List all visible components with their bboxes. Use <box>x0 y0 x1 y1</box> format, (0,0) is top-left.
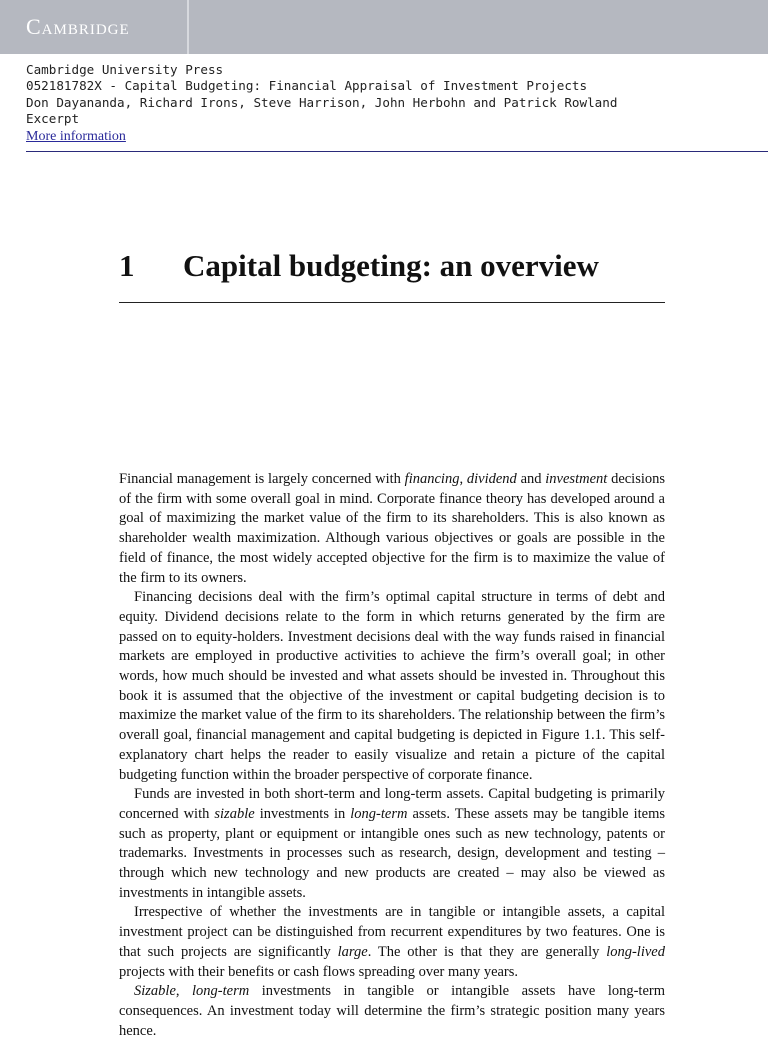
cambridge-logo[interactable] <box>0 0 189 54</box>
book-metadata <box>26 62 746 145</box>
paragraph <box>119 785 665 903</box>
author-list: Don Dayananda, Richard Irons, Steve Harrison, John Herbohn and Patrick Rowland <box>26 94 618 110</box>
paragraph <box>119 903 665 982</box>
chapter-heading <box>119 248 665 284</box>
emphasis-text: long-lived <box>606 943 665 960</box>
publisher-banner <box>0 0 768 54</box>
isbn-title: 052181782X - Capital Budgeting: Financial Appraisal of Investment Projects <box>26 78 588 94</box>
emphasis-text: large <box>337 943 368 960</box>
text-run: assets. These assets may be tangible items such as property, plant or equipment or intangible ones such as new technology, patents or trademarks. Investments in processes such as research, design, development and testing – through which new technology and new products are created – may also be viewed as investments in intangible assets. <box>119 805 665 901</box>
chapter-body <box>119 470 665 1041</box>
chapter-title-rule <box>119 302 665 303</box>
text-run: . The other is that they are generally <box>367 943 607 960</box>
text-run: Financing decisions deal with the firm’s optimal capital structure in terms of debt and equity. Dividend decisions relate to the form in which returns generated by the firm are passed on to equity-holders. Investment decisions deal with the way funds raised in financial markets are employed in productive activities to achieve the firm’s overall goal; in other words, how much should be invested and what assets should be invested in. Throughout this book it is assumed that the objective of the investment or capital budgeting decision is to maximize the market value of the firm to its shareholders. The relationship between the firm’s overall goal, financial management and capital budgeting is depicted in Figure 1.1. This self-explanatory chart helps the reader to easily visualize and retain a picture of the capital budgeting function within the broader perspective of corporate finance. <box>119 589 665 783</box>
emphasis-text: Sizable <box>134 983 176 1000</box>
chapter-number: 1 <box>119 248 135 283</box>
emphasis-text: sizable <box>214 805 255 822</box>
logo-text: Cambridge <box>26 14 130 39</box>
emphasis-text: dividend <box>466 471 517 487</box>
header-divider <box>26 151 768 152</box>
paragraph <box>119 470 665 588</box>
paragraph <box>119 588 665 785</box>
text-run: investments in tangible or intangible assets have long-term consequences. An investment today will determine the firm’s strategic position many years hence. <box>119 983 666 1039</box>
text-run: decisions of the firm with some overall goal in mind. Corporate finance theory has developed around a goal of maximizing the market value of the firm to its shareholders. This is also known as shareholder wealth maximization. Although various objectives or goals are possible in the field of finance, the most widely accepted objective for the firm is to maximize the value of the firm to its owners. <box>119 471 666 586</box>
text-run: projects with their benefits or cash flows spreading over many years. <box>119 963 519 980</box>
emphasis-text: long-term <box>192 983 250 1000</box>
text-run: Funds are invested in both short-term and long-term assets. Capital budgeting is primarily concerned with <box>119 786 665 822</box>
excerpt-label: Excerpt <box>26 111 80 127</box>
publisher-name: Cambridge University Press <box>26 62 224 77</box>
text-run: Financial management is largely concerned with <box>119 471 405 487</box>
more-information-link[interactable]: More information <box>26 128 126 144</box>
chapter-title: Capital budgeting: an overview <box>183 248 599 283</box>
text-run: and <box>516 471 546 487</box>
text-run: , <box>175 983 193 1000</box>
emphasis-text: investment <box>545 471 608 487</box>
emphasis-text: long-term <box>350 805 408 822</box>
text-run: , <box>459 471 467 487</box>
text-run: investments in <box>254 805 351 822</box>
text-run: Irrespective of whether the investments are in tangible or intangible assets, a capital investment project can be distinguished from recurrent expenditures by two features. One is that such projects are significantly <box>119 904 665 960</box>
emphasis-text: financing <box>404 471 460 487</box>
paragraph <box>119 982 665 1041</box>
